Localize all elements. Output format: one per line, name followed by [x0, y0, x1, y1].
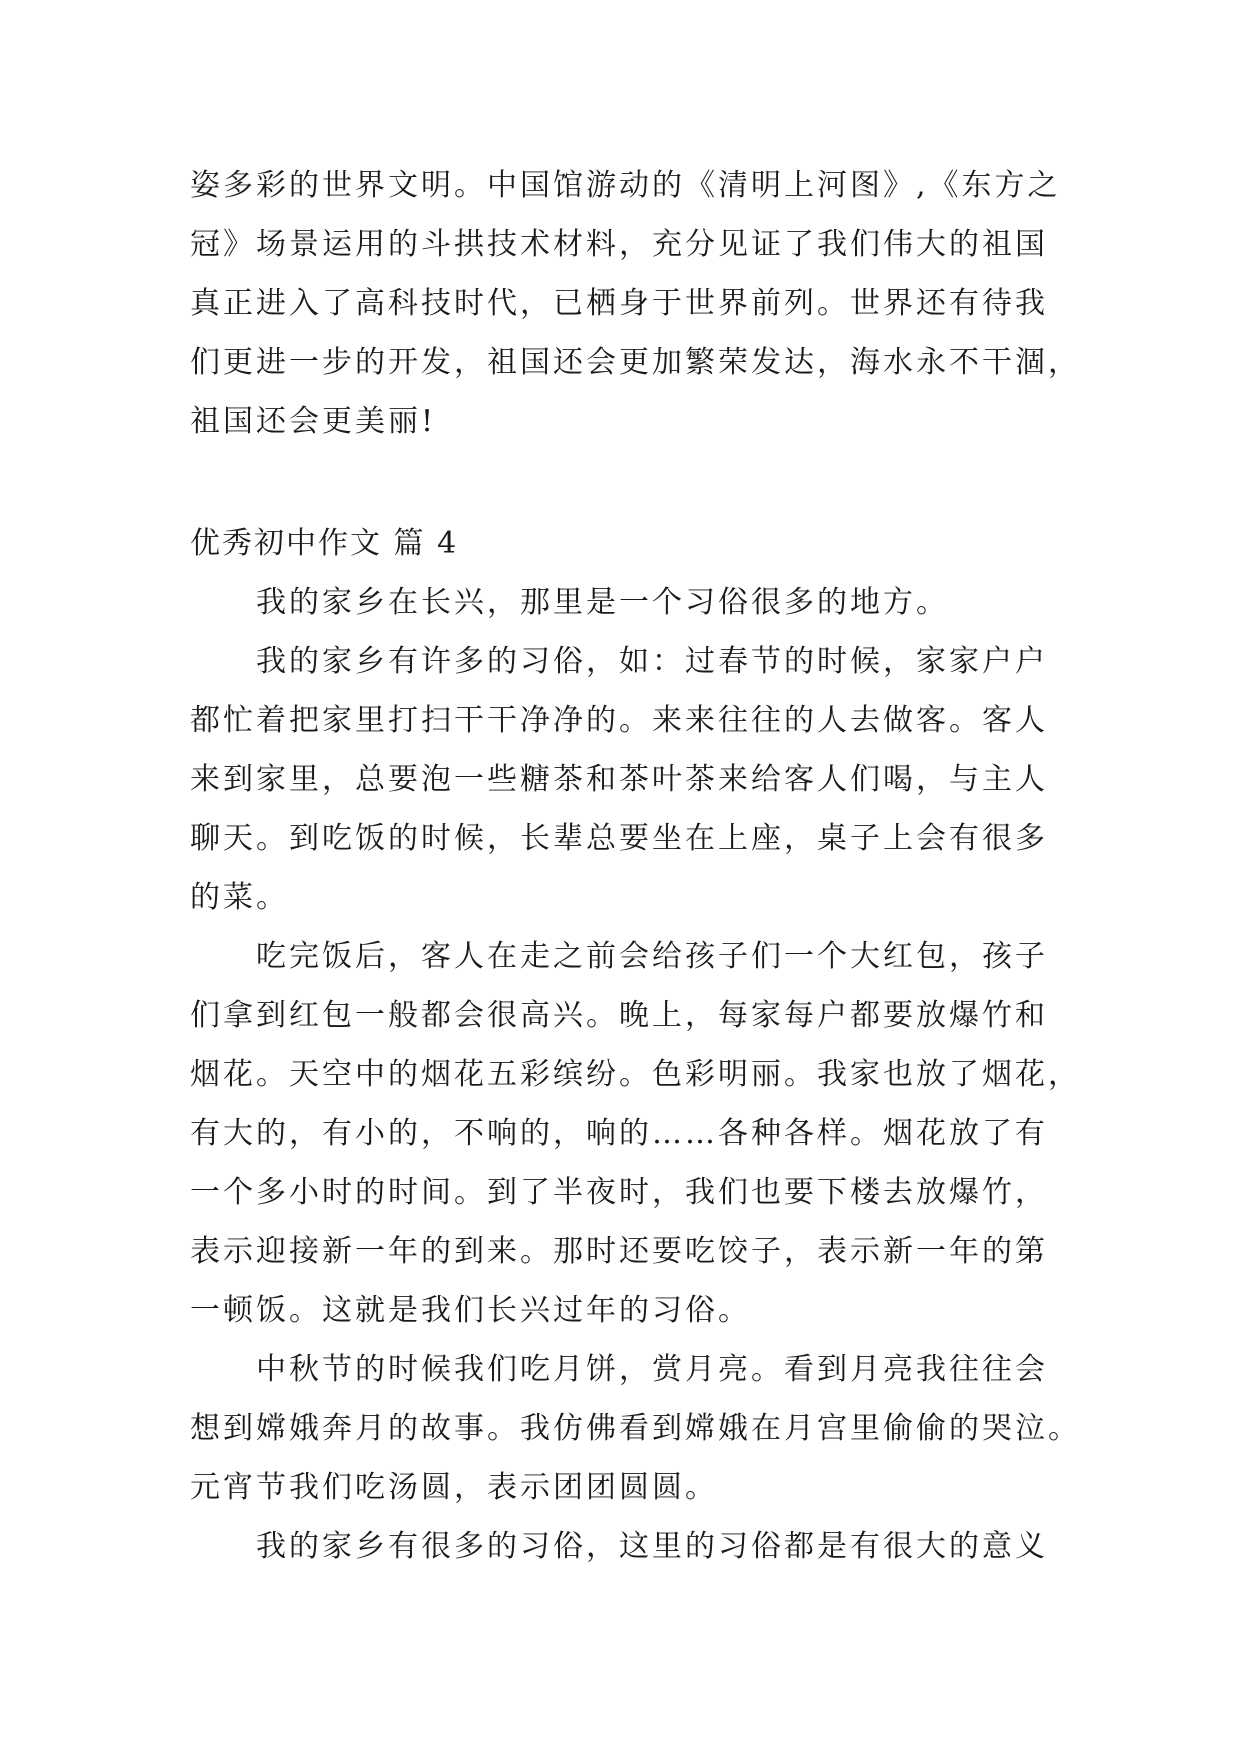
text-line: 一顿饭。这就是我们长兴过年的习俗。 [190, 1293, 751, 1328]
text-line: 表示迎接新一年的到来。那时还要吃饺子，表示新一年的第 [190, 1234, 1048, 1269]
text-line: 真正进入了高科技时代，已栖身于世界前列。世界还有待我 [190, 286, 1048, 321]
text-line: 一个多小时的时间。到了半夜时，我们也要下楼去放爆竹， [190, 1175, 1048, 1210]
text-line: 聊天。到吃饭的时候，长辈总要坐在上座，桌子上会有很多 [190, 821, 1048, 856]
text-line: 吃完饭后，客人在走之前会给孩子们一个大红包，孩子 [256, 939, 1048, 974]
text-line: 冠》场景运用的斗拱技术材料，充分见证了我们伟大的祖国 [190, 227, 1048, 262]
text-line: 祖国还会更美丽! [190, 404, 437, 439]
text-line: 我的家乡有很多的习俗，这里的习俗都是有很大的意义 [256, 1529, 1048, 1564]
text-line: 的菜。 [190, 880, 289, 915]
essay-heading: 优秀初中作文 篇 4 [190, 526, 459, 561]
text-line: 有大的，有小的，不响的，响的……各种各样。烟花放了有 [190, 1116, 1048, 1151]
text-line: 我的家乡在长兴，那里是一个习俗很多的地方。 [256, 585, 949, 620]
text-line: 都忙着把家里打扫干干净净的。来来往往的人去做客。客人 [190, 703, 1048, 738]
essay-text [190, 156, 1081, 1576]
text-line: 来到家里，总要泡一些糖茶和茶叶茶来给客人们喝，与主人 [190, 762, 1048, 797]
text-line: 烟花。天空中的烟花五彩缤纷。色彩明丽。我家也放了烟花， [190, 1057, 1081, 1092]
section-gap [190, 451, 1070, 514]
text-line: 们更进一步的开发，祖国还会更加繁荣发达，海水永不干涸， [190, 345, 1081, 380]
text-line: 元宵节我们吃汤圆，表示团团圆圆。 [190, 1470, 718, 1505]
text-line: 想到嫦娥奔月的故事。我仿佛看到嫦娥在月宫里偷偷的哭泣。 [190, 1411, 1081, 1446]
text-line: 们拿到红包一般都会很高兴。晚上，每家每户都要放爆竹和 [190, 998, 1048, 1033]
text-line: 我的家乡有许多的习俗，如：过春节的时候，家家户户 [256, 644, 1048, 679]
text-line: 姿多彩的世界文明。中国馆游动的《清明上河图》,《东方之 [190, 168, 1061, 203]
text-line: 中秋节的时候我们吃月饼，赏月亮。看到月亮我往往会 [256, 1352, 1048, 1387]
